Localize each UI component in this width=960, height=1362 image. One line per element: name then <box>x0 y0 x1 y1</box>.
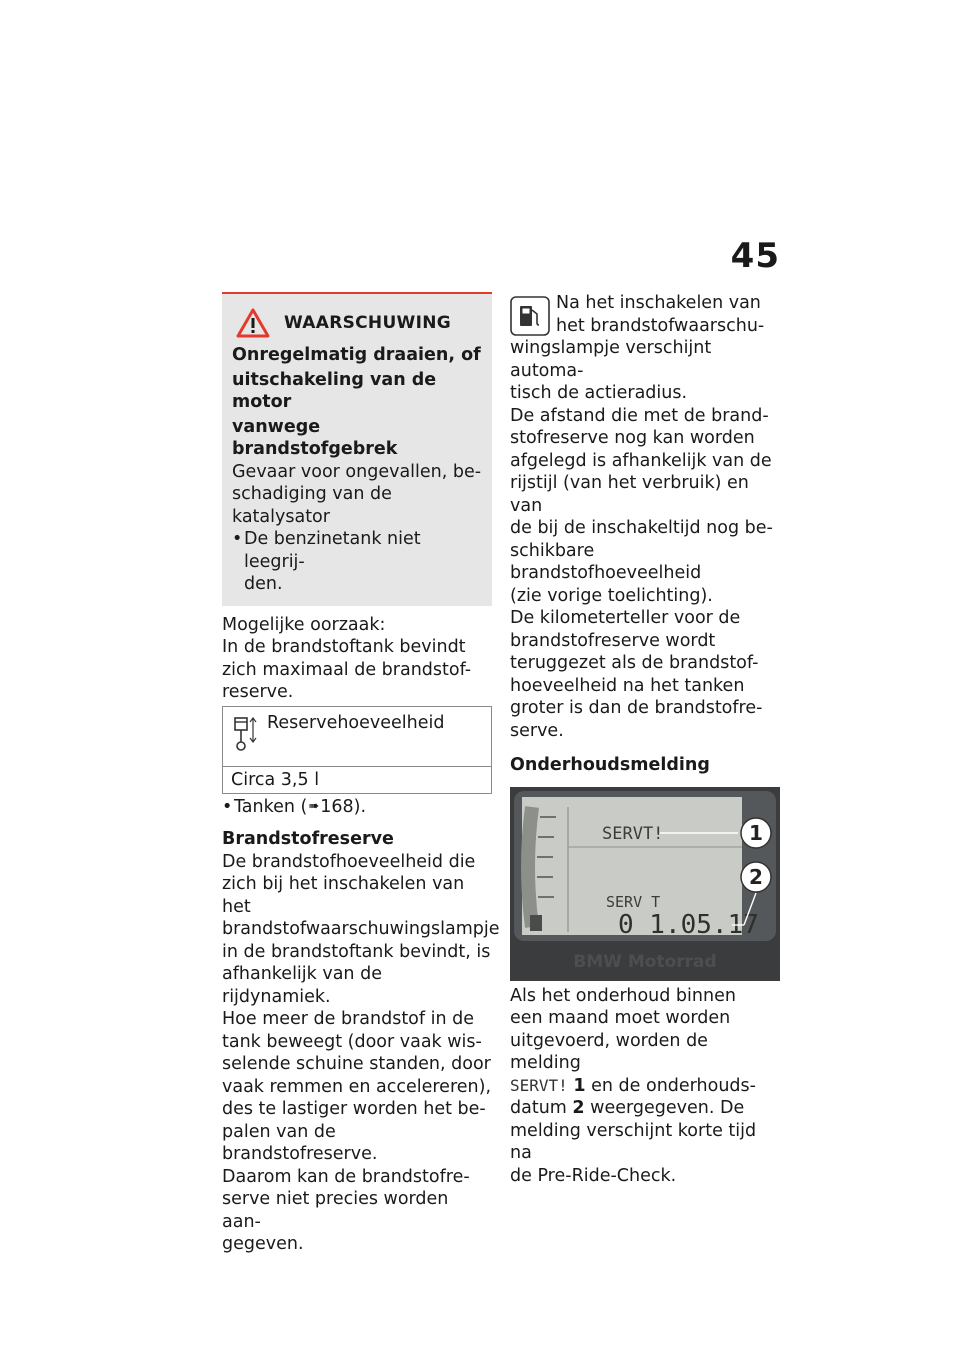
range-line-1: wingslampje verschijnt automa- <box>510 338 712 381</box>
range-line-7: de bij de inschakeltijd nog be- <box>510 518 773 538</box>
range-line-4: stofreserve nog kan worden <box>510 428 755 448</box>
reserve-line-2: zich bij het inschakelen van het <box>222 874 465 917</box>
cause-line-1: Mogelijke oorzaak: <box>222 614 386 635</box>
spec-table-header <box>223 707 491 767</box>
refuel-bullet <box>222 796 492 819</box>
page-number: 45 <box>730 236 780 276</box>
service-t3: weergegeven. De <box>584 1098 745 1118</box>
reserve-line-9: vaak remmen en accelereren), <box>222 1076 492 1097</box>
spec-table-header-label: Reservehoeveelheid <box>267 712 445 733</box>
reserve-line-3: brandstofwaarschuwingslampje <box>222 919 500 939</box>
service-p1: Als het onderhoud binnen <box>510 985 736 1006</box>
refuel-page-ref[interactable]: 168). <box>320 796 367 817</box>
left-column <box>222 292 500 1256</box>
display-line1: SERVT! <box>602 823 664 844</box>
cause-line-4: reserve. <box>222 682 294 702</box>
service-t2: datum <box>510 1098 573 1118</box>
range-line-15: serve. <box>510 720 564 741</box>
warning-bullet-line-1: De benzinetank niet leegrij- <box>244 529 421 572</box>
display-brand: BMW Motorrad <box>573 951 717 972</box>
warning-triangle-icon <box>236 308 270 338</box>
reserve-line-8: selende schuine standen, door <box>222 1054 491 1074</box>
range-line-6: rijstijl (van het verbruik) en van <box>510 473 749 516</box>
service-line-date <box>510 1097 782 1120</box>
warning-header <box>232 308 484 338</box>
reserve-line-1: De brandstofhoeveelheid die <box>222 851 476 872</box>
warning-bullet <box>232 528 484 573</box>
range-line-10: De kilometerteller voor de <box>510 608 741 628</box>
warning-subtitle-3: vanwege brandstofgebrek <box>232 416 398 459</box>
service-code: SERVT! <box>510 1075 568 1095</box>
warning-bullet-line-2: den. <box>244 574 283 594</box>
intro-line-2: het brandstofwaarschu- <box>556 315 765 336</box>
display-date: 0 1.05.17 <box>618 909 759 940</box>
service-p3: uitgevoerd, worden de melding <box>510 1030 708 1073</box>
service-p5: de Pre-Ride-Check. <box>510 1165 677 1186</box>
range-paragraph <box>510 337 782 742</box>
display-line2: SERV T <box>606 892 661 911</box>
range-line-3: De afstand die met de brand- <box>510 405 769 426</box>
range-line-13: hoeveelheid na het tanken <box>510 675 745 696</box>
reserve-line-13: serve niet precies worden aan- <box>222 1189 449 1232</box>
reserve-spec-table <box>222 706 492 794</box>
warning-bullet-cont <box>232 573 484 596</box>
service-number-1: 1 <box>573 1075 586 1096</box>
refuel-label: Tanken ( <box>234 796 308 817</box>
warning-text-2: schadiging van de katalysator <box>232 484 392 527</box>
reserve-line-7: tank beweegt (door vaak wis- <box>222 1031 482 1052</box>
reserve-heading: Brandstofreserve <box>222 829 394 849</box>
arrow-ref-icon: ➠ <box>308 798 320 814</box>
service-t1: en de onderhouds- <box>585 1075 756 1096</box>
callout-1: 1 <box>749 820 763 845</box>
range-line-8: schikbare brandstofhoeveelheid <box>510 540 702 583</box>
reserve-paragraph <box>222 851 500 1256</box>
reserve-line-11: palen van de brandstofreserve. <box>222 1121 378 1164</box>
reserve-line-5: afhankelijk van de rijdynamiek. <box>222 964 382 1007</box>
range-line-12: teruggezet als de brandstof- <box>510 653 759 673</box>
callout-2: 2 <box>749 864 763 889</box>
service-p2: een maand moet worden <box>510 1008 731 1028</box>
service-display-figure <box>510 787 780 981</box>
intro-line-1: Na het inschakelen van <box>556 293 761 313</box>
range-line-9: (zie vorige toelichting). <box>510 585 713 606</box>
reserve-line-10: des te lastiger worden het be- <box>222 1099 486 1119</box>
fuel-gauge-icon <box>233 714 259 754</box>
right-column <box>510 292 782 1187</box>
range-line-5: afgelegd is afhankelijk van de <box>510 450 772 471</box>
range-line-14: groter is dan de brandstofre- <box>510 698 763 718</box>
service-p4: melding verschijnt korte tijd na <box>510 1120 757 1163</box>
range-line-11: brandstofreserve wordt <box>510 630 716 651</box>
reserve-line-6: Hoe meer de brandstof in de <box>222 1009 474 1029</box>
warning-subtitle-2: uitschakeling van de motor <box>232 369 437 412</box>
reserve-line-4: in de brandstoftank bevindt, is <box>222 941 491 962</box>
spec-table-value: Circa 3,5 l <box>231 769 320 790</box>
range-line-2: tisch de actieradius. <box>510 383 688 403</box>
warning-subtitle-1: Onregelmatig draaien, of <box>232 345 481 365</box>
cause-line-2: In de brandstoftank bevindt <box>222 637 466 657</box>
service-line-code <box>510 1075 782 1098</box>
warning-box <box>222 292 492 606</box>
bullet-icon: • <box>222 796 233 817</box>
service-heading: Onderhoudsmelding <box>510 755 710 775</box>
warning-text-1: Gevaar voor ongevallen, be- <box>232 461 482 482</box>
service-number-2: 2 <box>572 1098 585 1118</box>
fuel-warning-icon <box>510 296 550 336</box>
cause-line-3: zich maximaal de brandstof- <box>222 659 472 680</box>
reserve-line-14: gegeven. <box>222 1234 304 1254</box>
reserve-line-12: Daarom kan de brandstofre- <box>222 1166 470 1187</box>
bullet-icon: • <box>232 529 243 549</box>
warning-title: WAARSCHUWING <box>284 313 452 333</box>
fuel-warning-intro <box>510 292 782 337</box>
